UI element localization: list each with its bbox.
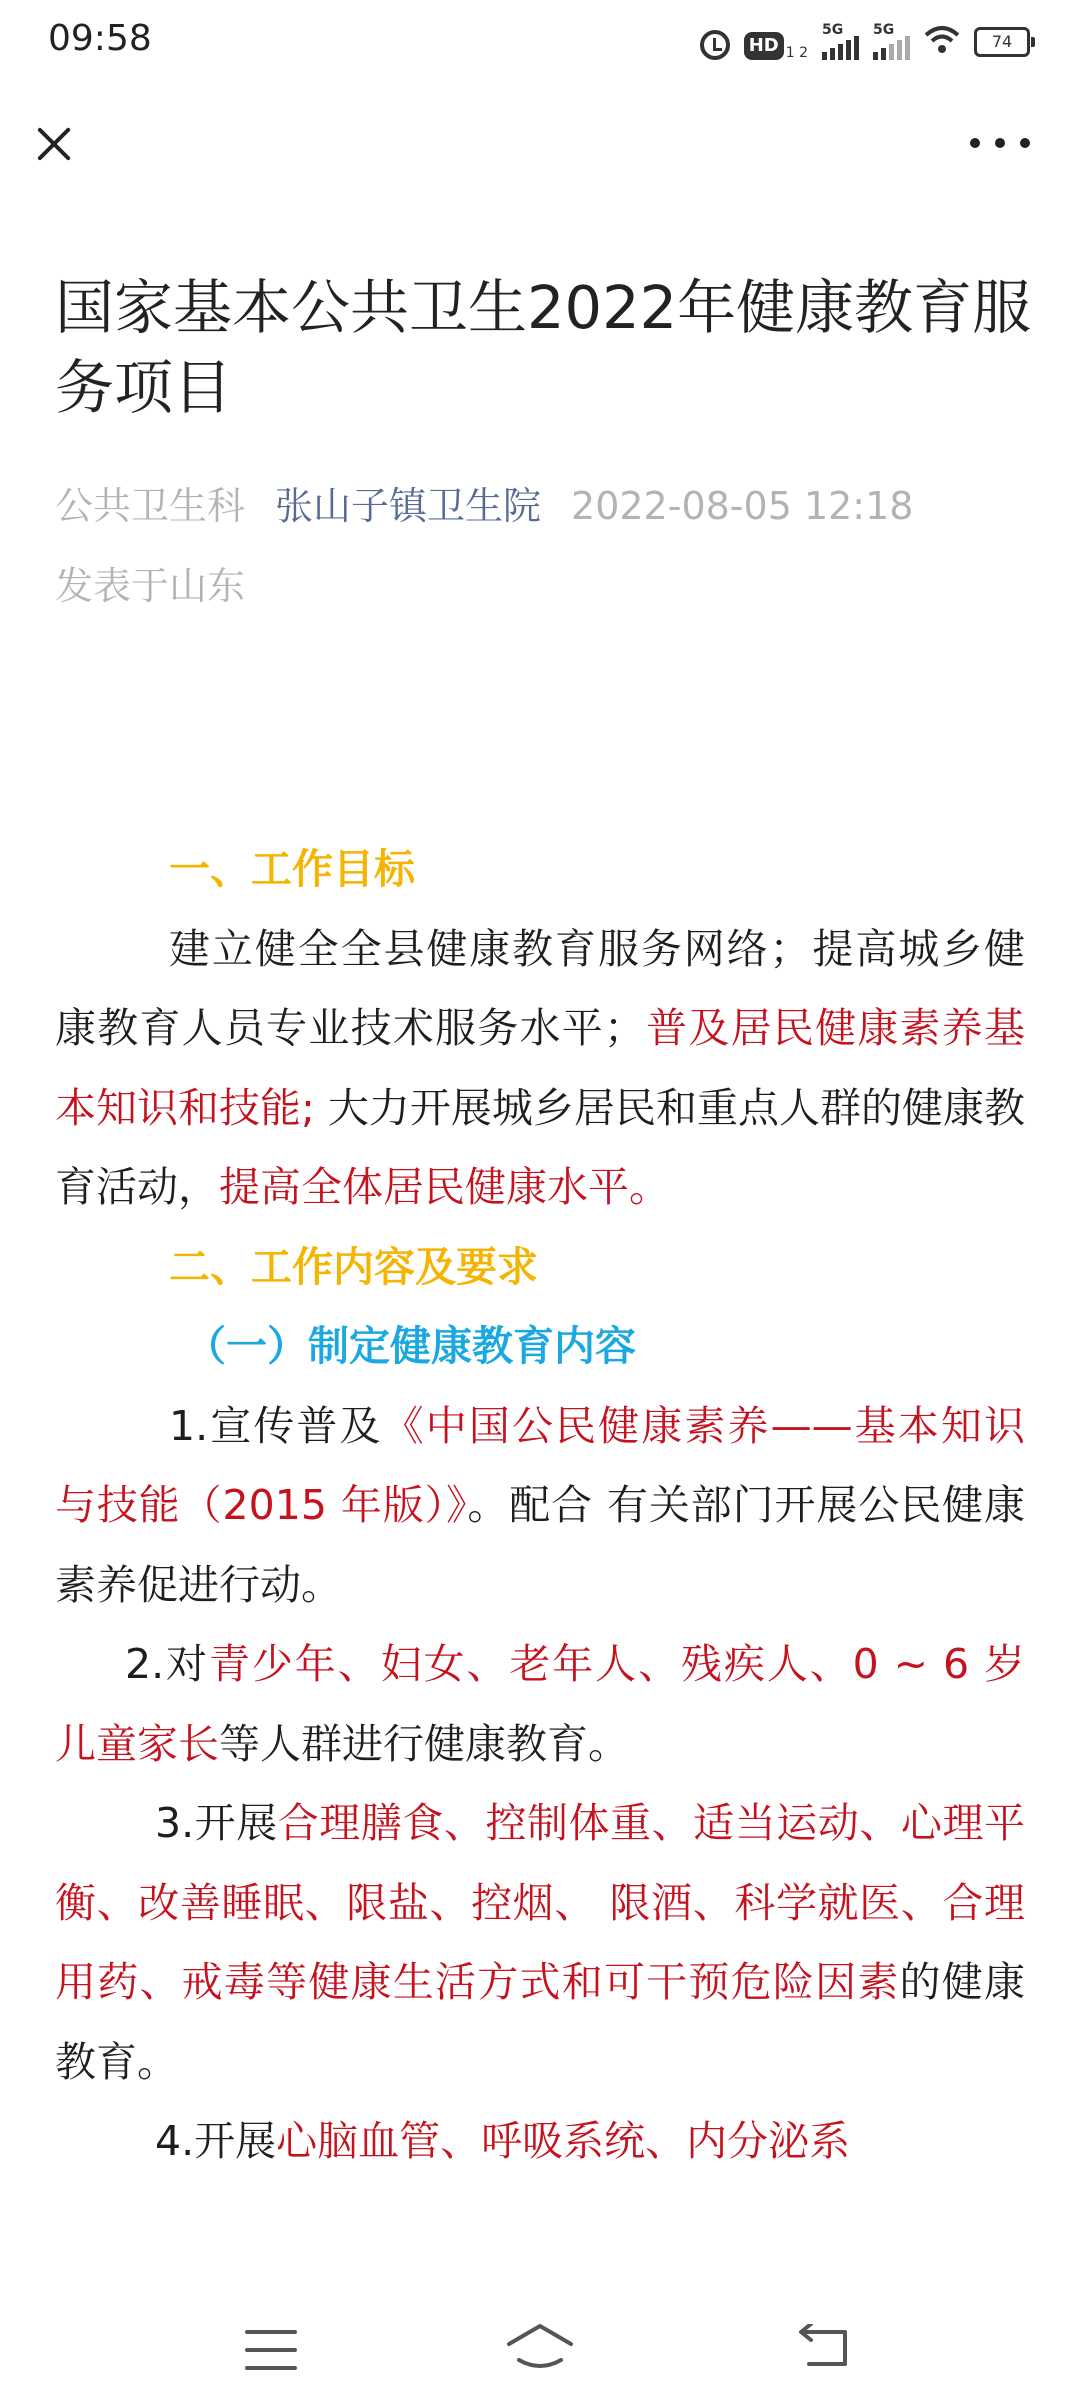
paragraph-goal: 建立健全全县健康教育服务网络；提高城乡健康教育人员专业技术服务水平；普及居民健康素养基本知识和技能; 大力开展城乡居民和重点人群的健康教育活动，提高全体居民健康水平。 xyxy=(55,924,1025,1211)
status-time: 09:58 xyxy=(48,18,152,59)
article-meta xyxy=(55,466,1045,626)
menu-icon[interactable] xyxy=(245,2330,297,2370)
system-nav-bar xyxy=(0,2290,1080,2408)
signal-sim1-icon: 5G xyxy=(822,24,859,60)
list-item-1: 1.宣传普及《中国公民健康素养——基本知识与技能（2015 年版）》。配合 有关部门开展公民健康素养促进行动。 xyxy=(55,1401,1025,1609)
hd-icon: HD 1 2 xyxy=(744,24,808,60)
article-body xyxy=(55,830,1025,2182)
battery-icon: 74 xyxy=(974,27,1030,57)
alarm-icon xyxy=(700,24,730,60)
list-item-3: 3.开展合理膳食、控制体重、适当运动、心理平衡、改善睡眠、限盐、控烟、 限酒、科学就医、合理用药、戒毒等健康生活方式和可干预危险因素的健康教育。 xyxy=(55,1799,1026,2086)
article-title: 国家基本公共卫生2022年健康教育服务项目 xyxy=(55,273,1032,422)
list-item-4: 4.开展心脑血管、呼吸系统、内分泌系 xyxy=(155,2117,851,2165)
list-item-2: 2.对青少年、妇女、老年人、残疾人、0 ~ 6 岁儿童家长等人群进行健康教育。 xyxy=(55,1640,1025,1768)
article-location: 发表于山东 xyxy=(55,564,246,608)
wifi-icon xyxy=(924,25,960,60)
article-author-link[interactable]: 张山子镇卫生院 xyxy=(275,484,542,528)
signal-sim2-icon: 5G xyxy=(873,24,910,60)
heading-goal: 一、工作目标 xyxy=(169,845,415,893)
home-icon[interactable] xyxy=(505,2320,575,2374)
close-icon[interactable] xyxy=(30,120,78,168)
status-bar xyxy=(0,0,1080,84)
article-source: 公共卫生科 xyxy=(55,484,246,528)
status-icons xyxy=(700,20,1030,64)
back-icon[interactable] xyxy=(795,2324,851,2372)
subheading-content: （一）制定健康教育内容 xyxy=(185,1322,636,1370)
heading-content: 二、工作内容及要求 xyxy=(169,1242,538,1291)
more-dots-icon[interactable] xyxy=(970,128,1030,158)
article-datetime: 2022-08-05 12:18 xyxy=(571,484,914,528)
